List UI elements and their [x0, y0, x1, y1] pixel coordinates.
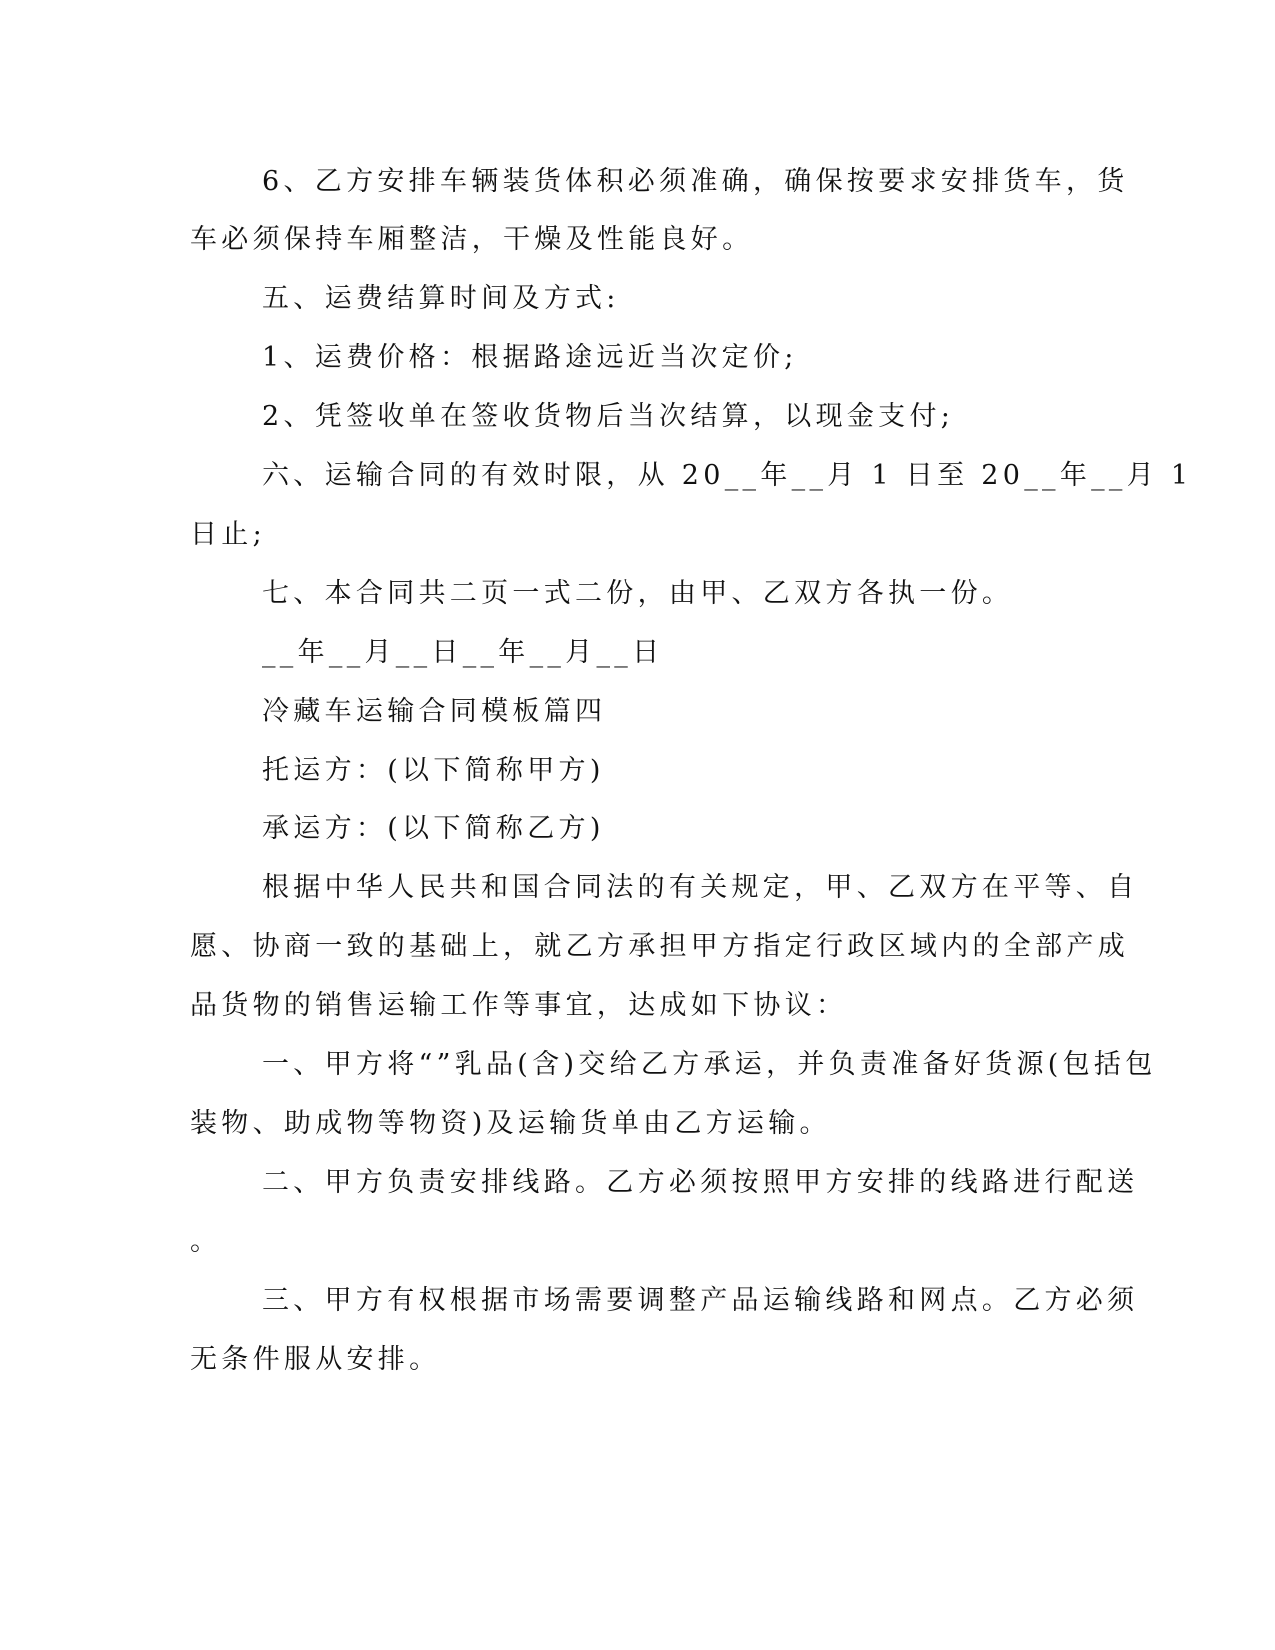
article-2-line-1: 二、甲方负责安排线路。乙方必须按照甲方安排的线路进行配送 — [262, 1167, 1139, 1198]
clause-5-2: 2、凭签收单在签收货物后当次结算，以现金支付; — [262, 401, 955, 432]
preamble-line-2: 愿、协商一致的基础上，就乙方承担甲方指定行政区域内的全部产成 — [190, 931, 1129, 962]
date-line: __年__月__日__年__月__日 — [262, 637, 664, 668]
preamble-line-3: 品货物的销售运输工作等事宜，达成如下协议： — [190, 990, 848, 1021]
clause-5-1: 1、运费价格：根据路途远近当次定价; — [262, 342, 798, 373]
clause-4-6-line-1: 6、乙方安排车辆装货体积必须准确，确保按要求安排货车，货 — [262, 166, 1129, 197]
clause-4-6-line-2: 车必须保持车厢整洁，干燥及性能良好。 — [190, 224, 754, 255]
shipper-party: 托运方：(以下简称甲方) — [262, 755, 605, 786]
section-6-line-1: 六、运输合同的有效时限，从 20__年__月 1 日至 20__年__月 1 — [262, 460, 1193, 491]
article-1-line-1: 一、甲方将“”乳品(含)交给乙方承运，并负责准备好货源(包括包 — [262, 1049, 1157, 1080]
article-2-line-2: 。 — [190, 1226, 222, 1257]
article-3-line-2: 无条件服从安排。 — [190, 1344, 441, 1375]
preamble-line-1: 根据中华人民共和国合同法的有关规定，甲、乙双方在平等、自 — [262, 872, 1139, 903]
template-title: 冷藏车运输合同模板篇四 — [262, 696, 607, 727]
carrier-party: 承运方：(以下简称乙方) — [262, 813, 605, 844]
section-7: 七、本合同共二页一式二份，由甲、乙双方各执一份。 — [262, 578, 1014, 609]
section-5-heading: 五、运费结算时间及方式: — [262, 283, 620, 314]
article-3-line-1: 三、甲方有权根据市场需要调整产品运输线路和网点。乙方必须 — [262, 1285, 1139, 1316]
article-1-line-2: 装物、助成物等物资)及运输货单由乙方运输。 — [190, 1108, 831, 1139]
section-6-line-2: 日止; — [190, 519, 266, 550]
